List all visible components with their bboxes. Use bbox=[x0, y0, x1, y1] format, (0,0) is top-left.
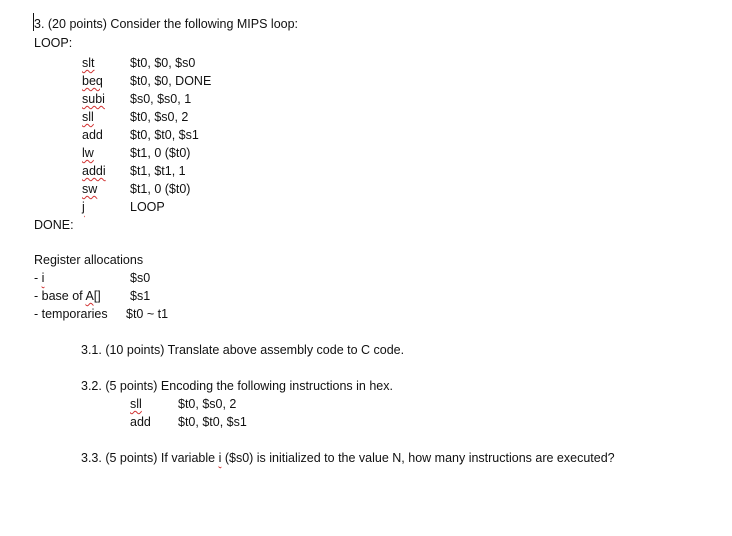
subquestion-3-1: 3.1. (10 points) Translate above assembly code to C code. bbox=[81, 343, 405, 357]
code-opcode: sll bbox=[82, 110, 94, 124]
question-heading bbox=[34, 16, 298, 32]
register-row-prefix: - base of bbox=[34, 289, 86, 303]
question-number: 3 bbox=[34, 17, 41, 31]
subquestion-3-2: 3.2. (5 points) Encoding the following instructions in hex. bbox=[81, 379, 393, 393]
code-opcode: slt bbox=[82, 56, 95, 70]
register-row-prefix: - temporaries bbox=[34, 307, 108, 321]
encode-op: sll bbox=[130, 397, 142, 411]
register-row-name: A[] bbox=[85, 289, 101, 303]
encode-op: add bbox=[130, 415, 151, 429]
code-operands: $t0, $s0, 2 bbox=[130, 110, 189, 124]
register-row-base bbox=[34, 288, 101, 304]
code-operands: $t1, $t1, 1 bbox=[130, 164, 186, 178]
code-operands: $s0, $s0, 1 bbox=[130, 92, 192, 106]
subquestion-3-3: 3.3. (5 points) If variable i ($s0) is initialized to the value N, how many instructions are executed? bbox=[81, 451, 615, 465]
register-row-name: i bbox=[41, 271, 45, 285]
register-row-prefix: - bbox=[34, 271, 42, 285]
register-row-i bbox=[34, 270, 44, 286]
code-opcode: lw bbox=[82, 146, 94, 160]
register-row-reg: $s1 bbox=[130, 289, 151, 303]
encode-args: $t0, $s0, 2 bbox=[178, 397, 237, 411]
code-opcode: sw bbox=[82, 182, 98, 196]
register-allocations-title: Register allocations bbox=[34, 253, 144, 267]
code-opcode: beq bbox=[82, 74, 103, 88]
encode-args: $t0, $t0, $s1 bbox=[178, 415, 247, 429]
register-row-reg: $s0 bbox=[130, 271, 151, 285]
code-opcode: j bbox=[82, 200, 85, 214]
loop-label: LOOP: bbox=[34, 36, 73, 50]
done-label: DONE: bbox=[34, 218, 74, 232]
code-operands: $t1, 0 ($t0) bbox=[130, 146, 191, 160]
variable-i: i bbox=[218, 451, 222, 465]
code-opcode: addi bbox=[82, 164, 106, 178]
code-operands: $t0, $0, DONE bbox=[130, 74, 212, 88]
code-operands: $t0, $t0, $s1 bbox=[130, 128, 199, 142]
code-opcode: add bbox=[82, 128, 103, 142]
register-row-temporaries bbox=[34, 306, 108, 322]
code-opcode: subi bbox=[82, 92, 105, 106]
question-heading-text: . (20 points) Consider the following MIPS loop: bbox=[40, 17, 299, 31]
register-row-reg: $t0 ~ t1 bbox=[126, 307, 169, 321]
code-operands: LOOP bbox=[130, 200, 165, 214]
code-operands: $t0, $0, $s0 bbox=[130, 56, 196, 70]
code-operands: $t1, 0 ($t0) bbox=[130, 182, 191, 196]
